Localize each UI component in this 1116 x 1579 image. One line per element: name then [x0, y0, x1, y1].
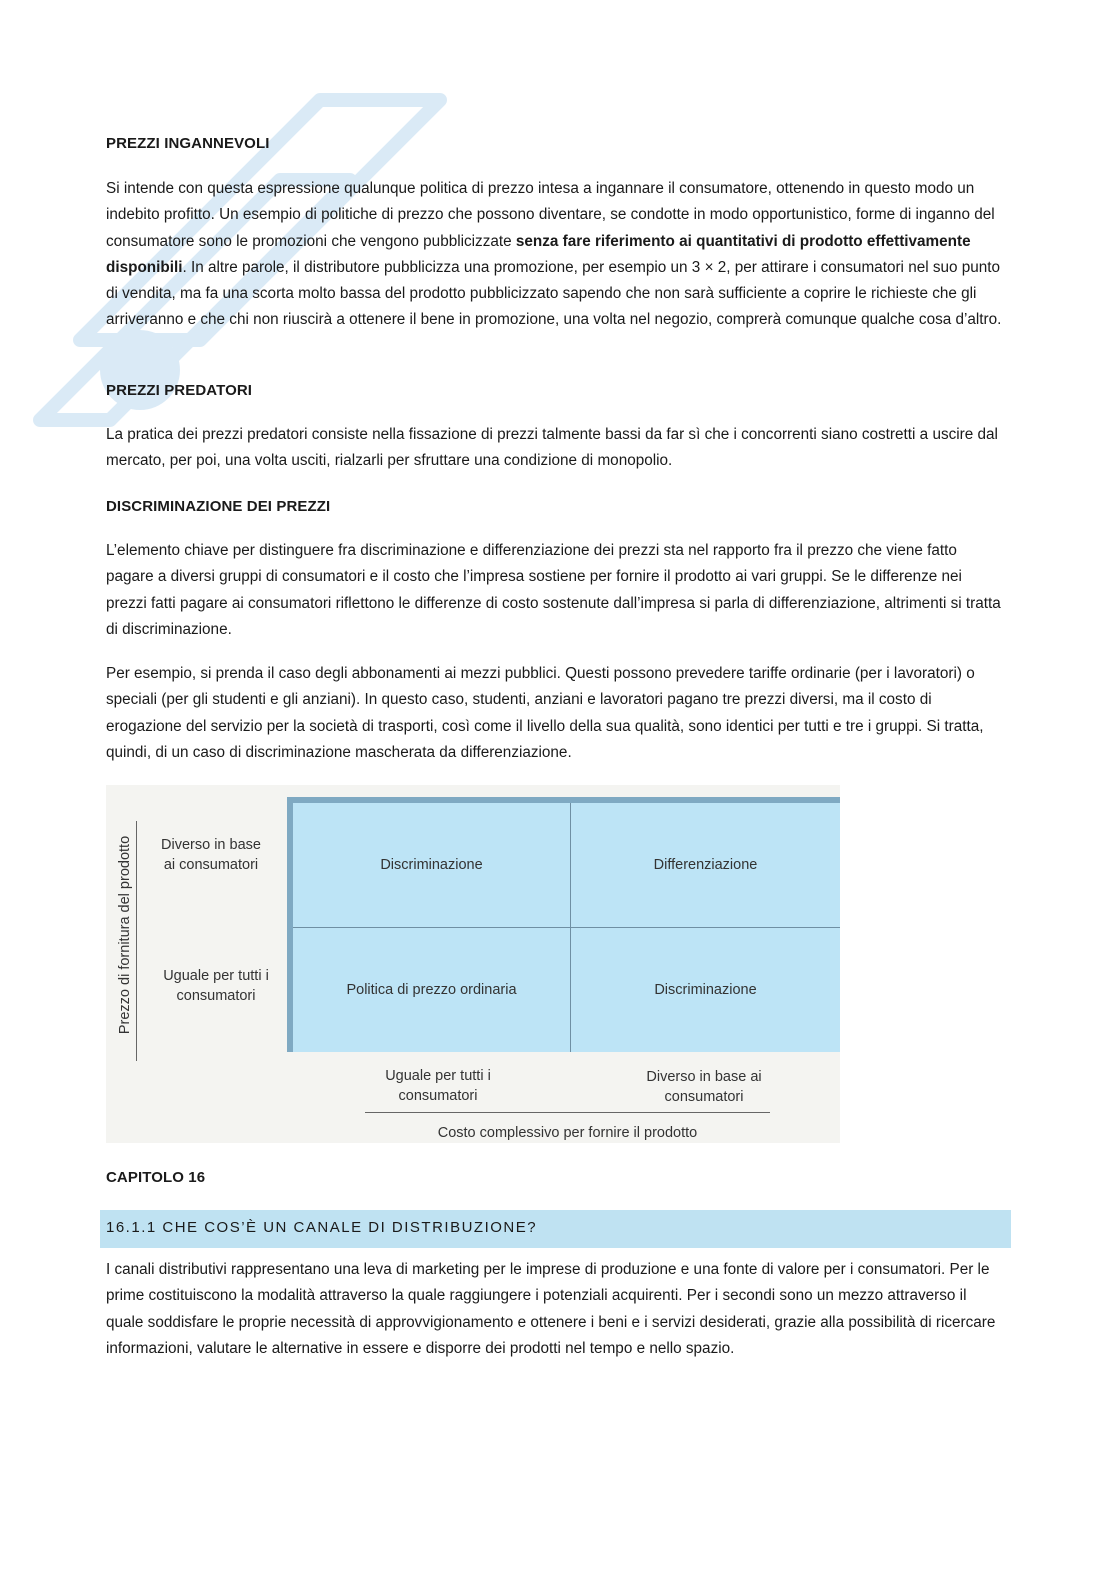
row-top-label: Diverso in base ai consumatori [161, 837, 261, 873]
section-title: 16.1.1 CHE COS’È UN CANALE DI DISTRIBUZIONE? [106, 1219, 538, 1236]
paragraph-discriminazione-1: L’elemento chiave per distinguere fra discriminazione e differenziazione dei prezzi sta nel rapporto fra il prezzo che viene fatto pagare a diversi gruppi di consumatori e il costo che l’impresa sostiene per fornire il prodotto ai vari gruppi. Se le differenze nei prezzi fatti pagare ai consumatori riflettono le differenze di costo sostenute dall’impresa si parla di differenziazione, altrimenti si tratta di discriminazione. [106, 542, 1001, 638]
cell-bottom-left: Politica di prezzo ordinaria [293, 928, 570, 1052]
cell-top-left: Discriminazione [293, 803, 570, 927]
row-bottom-label: Uguale per tutti i consumatori [163, 968, 269, 1004]
paragraph-canali-distributivi: I canali distributivi rappresentano una leva di marketing per le imprese di produzione e una fonte di valore per i consumatori. Per le prime costituiscono la modalità attraverso la quale raggiungere i potenziali acquirenti. Per i secondi sono un mezzo attraverso il quale soddisfare le proprie necessità di approvvigionamento e ottenere i beni e i servizi desiderati, grazie alla possibilità di ricercare informazioni, valutare le alternative in essere e disporre dei prodotti nel tempo e nello spazio. [106, 1261, 996, 1357]
discrimination-matrix-figure [106, 785, 840, 1143]
y-axis-line [136, 821, 137, 1061]
heading-capitolo-16: CAPITOLO 16 [106, 1169, 206, 1186]
heading-prezzi-predatori: PREZZI PREDATORI [106, 382, 253, 399]
paragraph-bold-text: senza fare riferimento ai quantitativi di prodotto effettivamente disponibili [106, 232, 971, 276]
col-right-label: Diverso in base ai consumatori [646, 1069, 762, 1105]
paragraph-prezzi-ingannevoli [106, 176, 1006, 334]
col-left-label: Uguale per tutti i consumatori [385, 1068, 491, 1104]
paragraph-discriminazione-2: Per esempio, si prenda il caso degli abbonamenti ai mezzi pubblici. Questi possono prevedere tariffe ordinarie (per i lavoratori) o speciali (per gli studenti e gli anziani). In questo caso, studenti, anziani e lavoratori pagano tre prezzi diversi, ma il costo di erogazione del servizio per la società di trasporti, così come il livello della sua qualità, sono identici per tutti e tre i gruppi. Si tratta, quindi, di un caso di discriminazione mascherata da differenziazione. [106, 665, 984, 761]
heading-discriminazione: DISCRIMINAZIONE DEI PREZZI [106, 498, 331, 515]
cell-bottom-right: Discriminazione [571, 928, 840, 1052]
y-axis-title: Prezzo di fornitura del prodotto [117, 835, 133, 1035]
x-axis-title: Costo complessivo per fornire il prodotto [437, 1125, 698, 1141]
grid-divider-horizontal [293, 927, 840, 928]
paragraph-text: . In altre parole, il distributore pubblicizza una promozione, per esempio un 3 × 2, per attirare i consumatori nel suo punto di vendita, ma fa una scorta molto bassa del prodotto pubblicizzato sapendo che non sarà sufficiente a coprire le richieste che gli arriveranno e che chi non riuscirà a ottenere il bene in promozione, una volta nel negozio, comprerà comunque qualche cosa d’altro. [106, 258, 1002, 329]
paragraph-text: Si intende con questa espressione qualunque politica di prezzo intesa a ingannare il consumatore, ottenendo in questo modo un indebito profitto. Un esempio di politiche di prezzo che possono diventare, se condotte in modo opportunistico, forme di inganno del consumatore sono le promozioni che vengono pubblicizzate [106, 180, 995, 250]
x-axis-line [365, 1112, 770, 1113]
paragraph-prezzi-predatori: La pratica dei prezzi predatori consiste nella fissazione di prezzi talmente bassi da far sì che i concorrenti siano costretti a uscire dal mercato, per poi, una volta usciti, rialzarli per sfruttare una condizione di monopolio. [106, 426, 998, 470]
cell-top-right: Differenziazione [571, 803, 840, 927]
heading-prezzi-ingannevoli: PREZZI INGANNEVOLI [106, 135, 270, 152]
section-title-bar [100, 1210, 1011, 1248]
